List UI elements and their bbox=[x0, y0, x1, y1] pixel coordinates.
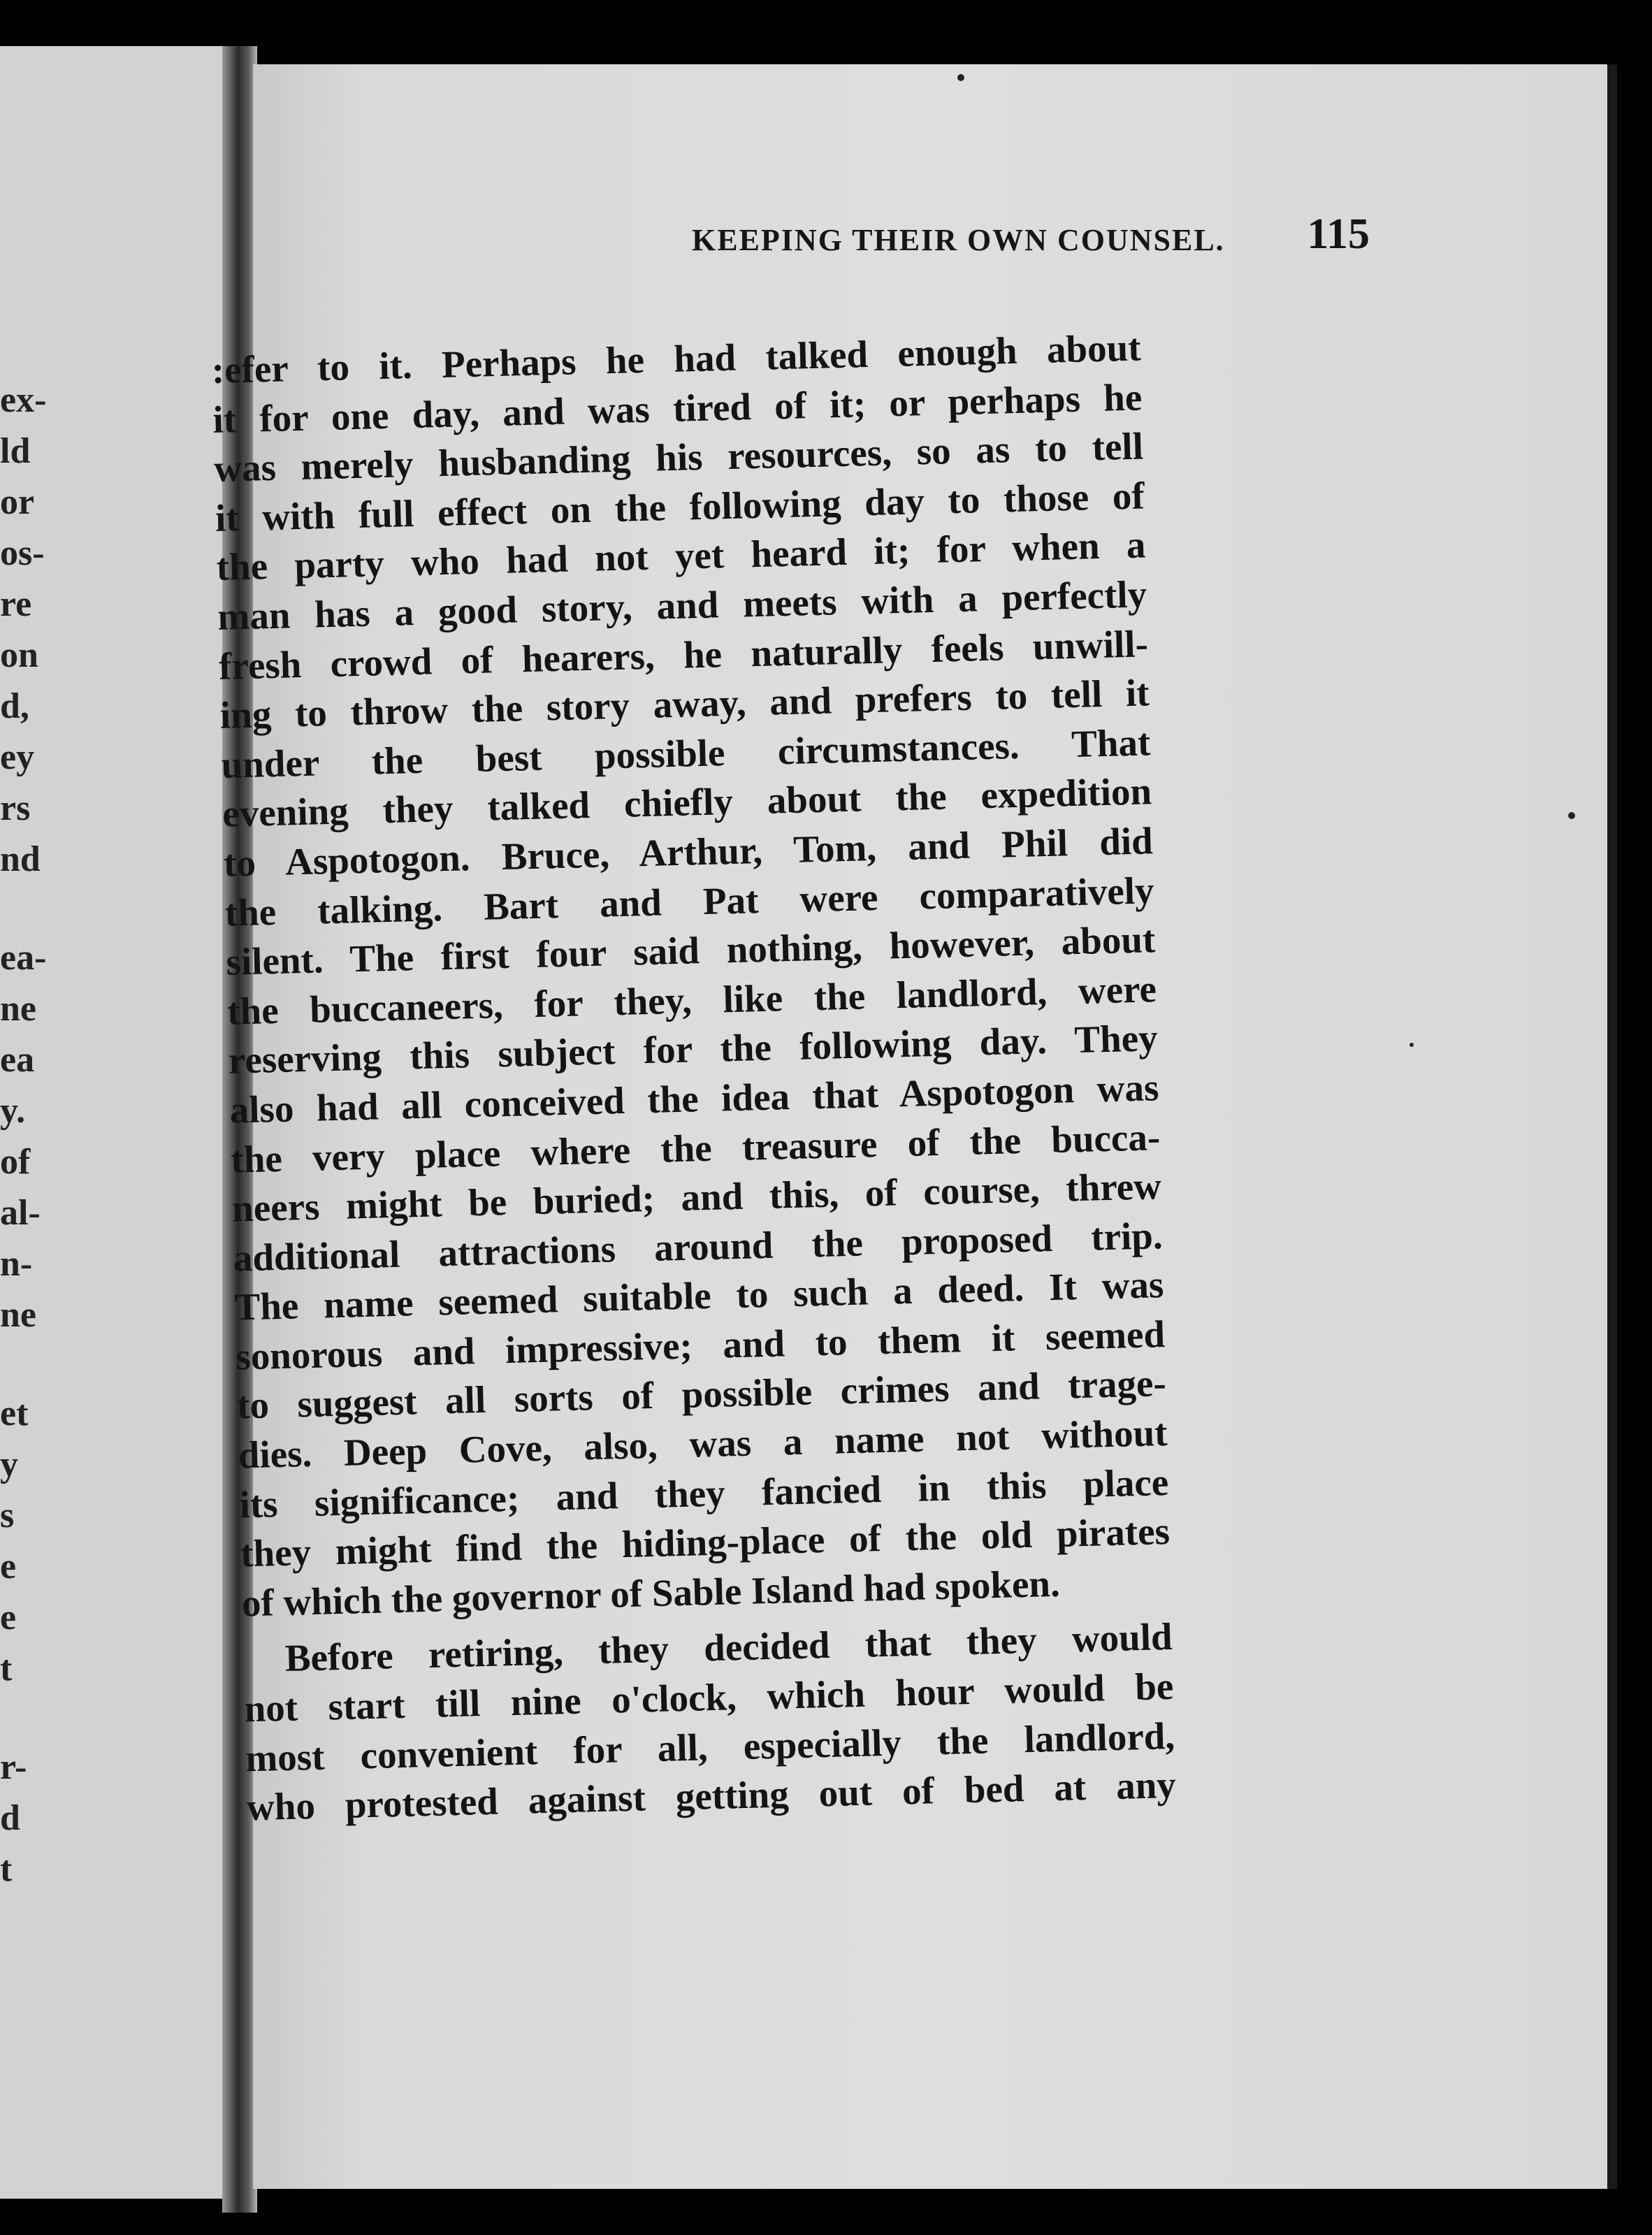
left-page-fragment bbox=[0, 1340, 231, 1388]
text-line: also had all conceived the idea that Aspotogon was bbox=[229, 1066, 1160, 1131]
text-line: of which the governor of Sable Island had spoken. bbox=[241, 1561, 1061, 1625]
left-page-fragment: t bbox=[0, 1849, 13, 1889]
text-line: to Aspotogon. Bruce, Arthur, Tom, and Phil did bbox=[223, 819, 1154, 885]
left-page-fragment bbox=[0, 1694, 231, 1742]
left-page-fragment: re bbox=[0, 584, 32, 624]
text-line: not start till nine o'clock, which hour would be bbox=[243, 1664, 1175, 1730]
text-line: they might find the hiding-place of the old pirates bbox=[240, 1510, 1171, 1575]
text-line: neers might be buried; and this, of course, threw bbox=[231, 1164, 1162, 1230]
text-line: most convenient for all, especially the landlord, bbox=[245, 1714, 1175, 1780]
print-speck bbox=[1568, 812, 1575, 819]
text-line: its significance; and they fancied in this place bbox=[238, 1460, 1169, 1526]
text-line: who protested against getting out of bed at any bbox=[246, 1763, 1177, 1829]
text-line: reserving this subject for the following day. They bbox=[228, 1016, 1159, 1082]
left-page-fragment: et bbox=[0, 1394, 29, 1433]
left-facing-page bbox=[0, 46, 231, 2199]
text-line: under the best possible circumstances. That bbox=[220, 721, 1151, 786]
left-page-fragment: ne bbox=[0, 1295, 36, 1335]
left-page-fragment: n- bbox=[0, 1244, 33, 1284]
left-page-fragment: or bbox=[0, 482, 35, 522]
text-line: additional attractions around the proposed trip. bbox=[233, 1213, 1164, 1280]
left-page-fragment: r- bbox=[0, 1747, 27, 1787]
left-page-fragment: t bbox=[0, 1649, 13, 1688]
text-line: dies. Deep Cove, also, was a name not without bbox=[238, 1411, 1168, 1477]
text-line: the talking. Bart and Pat were comparatively bbox=[224, 868, 1155, 934]
text-line: fresh crowd of hearers, he naturally feels unwill- bbox=[218, 621, 1149, 688]
body-text bbox=[211, 324, 1177, 1833]
left-page-fragment: ld bbox=[0, 431, 31, 471]
text-line: the party who had not yet heard it; for when a bbox=[215, 523, 1147, 589]
left-page-fragment: os- bbox=[0, 533, 45, 573]
left-page-fragment: ea- bbox=[0, 938, 47, 978]
left-page-fragment: on bbox=[0, 635, 38, 675]
text-line: silent. The first four said nothing, however, about bbox=[225, 918, 1156, 983]
left-page-text-fragments bbox=[0, 375, 231, 1895]
left-page-fragment: e bbox=[0, 1598, 17, 1637]
left-page-fragment bbox=[0, 885, 231, 932]
left-page-fragment: s bbox=[0, 1496, 15, 1535]
left-page-fragment: al- bbox=[0, 1193, 41, 1233]
page-header bbox=[692, 210, 1461, 266]
left-page-fragment: d bbox=[0, 1798, 20, 1838]
text-line: it with full effect on the following day to those of bbox=[215, 474, 1145, 540]
text-line: it for one day, and was tired of it; or perhaps he bbox=[212, 375, 1143, 441]
running-head: KEEPING THEIR OWN COUNSEL. bbox=[692, 223, 1225, 257]
text-line: the very place where the treasure of the bucca- bbox=[230, 1115, 1161, 1181]
paragraph bbox=[211, 324, 1171, 1628]
text-line: Before retiring, they decided that they would bbox=[284, 1615, 1173, 1680]
text-line: :efer to it. Perhaps he had talked enough about bbox=[211, 326, 1142, 391]
left-page-fragment: of bbox=[0, 1142, 31, 1182]
text-line: to suggest all sorts of possible crimes and trage- bbox=[236, 1361, 1167, 1428]
paragraph bbox=[242, 1612, 1177, 1832]
left-page-fragment: y. bbox=[0, 1091, 26, 1131]
text-line: evening they talked chiefly about the expedition bbox=[222, 769, 1152, 836]
text-line: ing to throw the story away, and prefers to tell it bbox=[219, 671, 1150, 737]
text-line: The name seemed suitable to such a deed. It was bbox=[233, 1263, 1164, 1329]
left-page-fragment: nd bbox=[0, 839, 41, 879]
text-line: was merely husbanding his resources, so as to tell bbox=[213, 424, 1144, 491]
text-line: man has a good story, and meets with a perfectly bbox=[217, 572, 1147, 638]
left-page-fragment: ne bbox=[0, 989, 36, 1029]
left-page-fragment: y bbox=[0, 1445, 18, 1484]
left-page-fragment: rs bbox=[0, 788, 31, 828]
left-page-fragment: ex- bbox=[0, 380, 47, 420]
left-page-fragment: ey bbox=[0, 737, 35, 777]
left-page-fragment: ea bbox=[0, 1040, 35, 1080]
text-line: sonorous and impressive; and to them it seemed bbox=[235, 1312, 1166, 1378]
print-speck bbox=[957, 74, 964, 81]
left-page-fragment: d, bbox=[0, 686, 29, 726]
text-line: the buccaneers, for they, like the landlord, were bbox=[226, 967, 1157, 1033]
page-number: 115 bbox=[1307, 210, 1370, 258]
left-page-fragment: e bbox=[0, 1547, 17, 1586]
print-speck bbox=[1410, 1043, 1414, 1047]
